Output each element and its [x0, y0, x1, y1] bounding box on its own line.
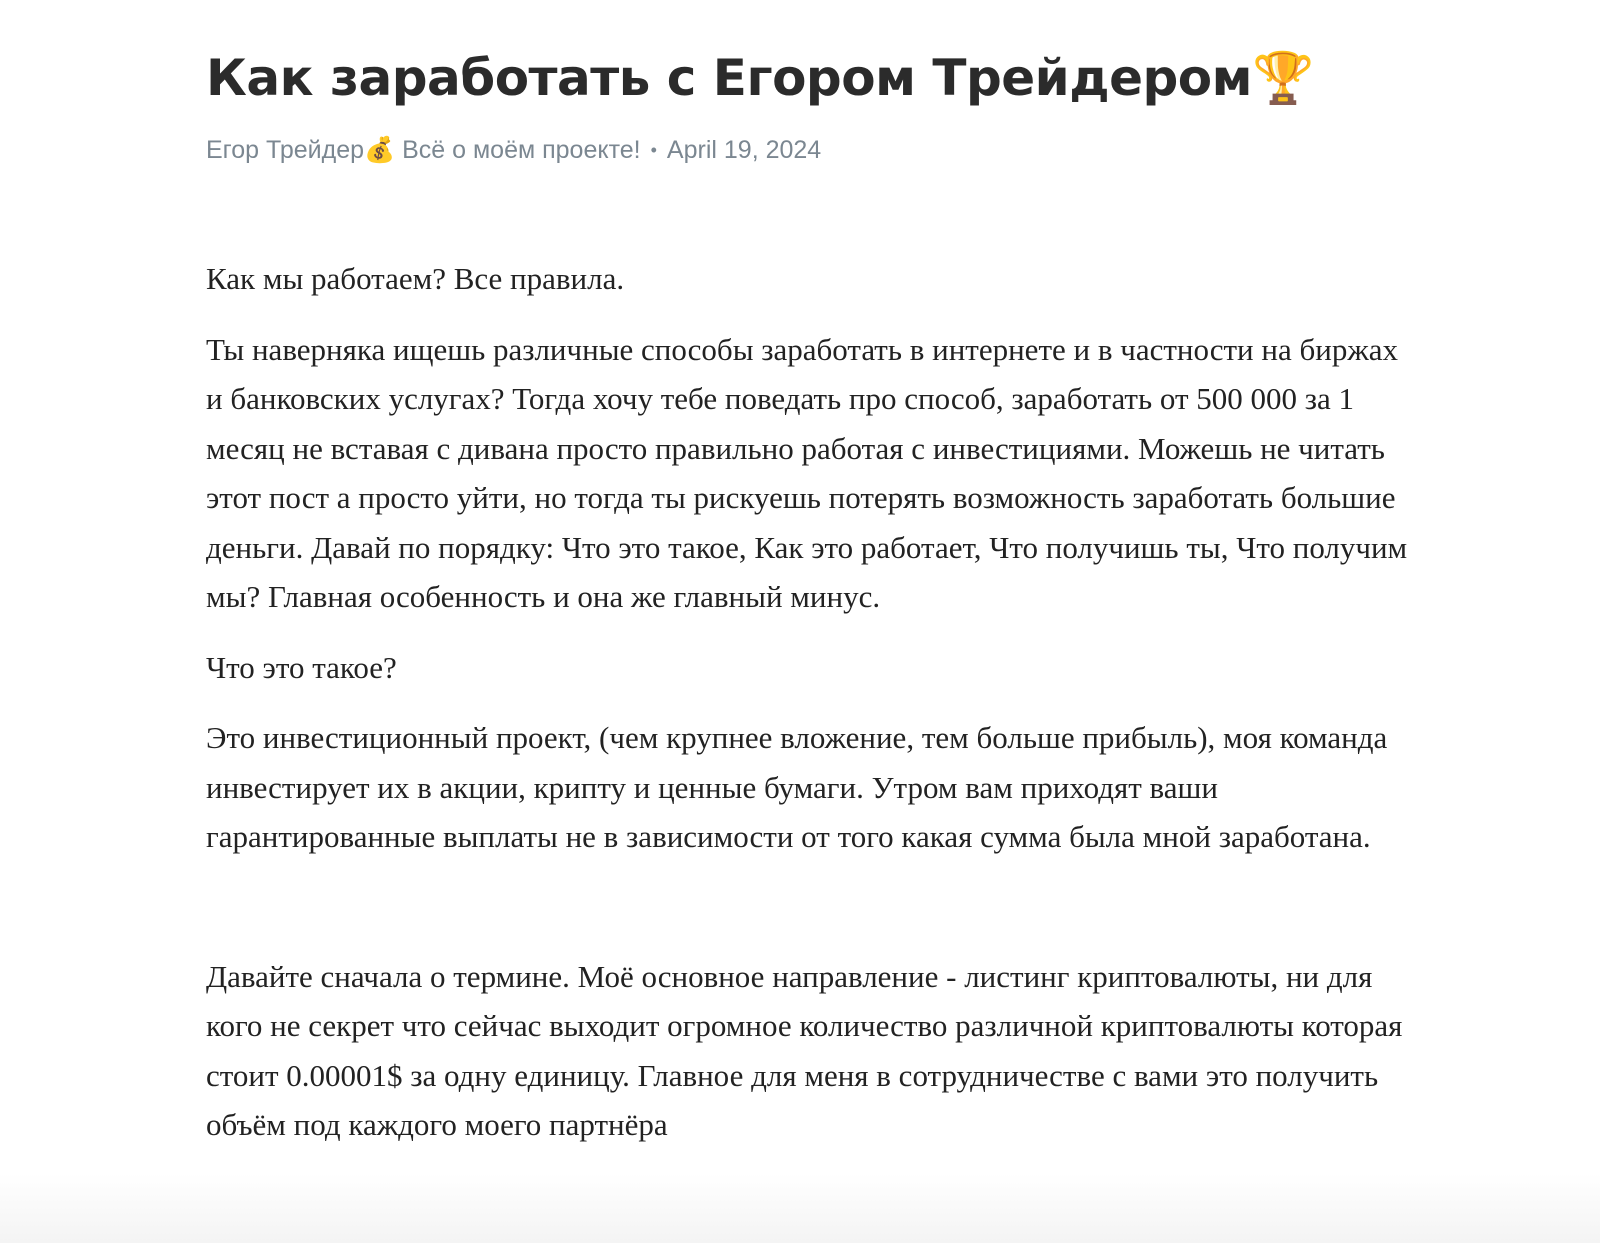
paragraph: Что это такое?	[206, 649, 397, 685]
paragraph: Давайте сначала о термине. Моё основное направление - листинг криптовалюты, ни для кого не секрет что сейчас выходит огромное количество различной криптовалюты которая стоит 0.00001$ за одну единицу. Главное для меня в сотрудничестве с вами это получить объём под каждого моего партнёра	[206, 958, 1403, 1142]
meta-separator: •	[650, 140, 657, 160]
author-name[interactable]: Егор Трейдер💰 Всё о моём проекте!	[206, 136, 641, 164]
article	[206, 0, 1416, 1171]
article-meta	[206, 134, 1416, 166]
publish-date: April 19, 2024	[666, 136, 822, 164]
paragraph: Ты наверняка ищешь различные способы заработать в интернете и в частности на биржах и банковских услугах? Тогда хочу тебе поведать про способ, заработать от 500 000 за 1 месяц не вставая с дивана просто правильно работая с инвестициями. Можешь не читать этот пост а просто уйти, но тогда ты рискуешь потерять возможность заработать большие деньги. Давай по порядку: Что это такое, Как это работает, Что получишь ты, Что получим мы? Главная особенность и она же главный минус.	[206, 331, 1408, 614]
paragraph: Это инвестиционный проект, (чем крупнее вложение, тем больше прибыль), моя команда инвестирует их в акции, крипту и ценные бумаги. Утром вам приходят ваши гарантированные выплаты не в зависимости от того какая сумма была мной заработана.	[206, 720, 1388, 854]
article-title: Как заработать с Егором Трейдером🏆	[206, 49, 1314, 107]
bottom-fade	[0, 1173, 1600, 1243]
paragraph: Как мы работаем? Все правила.	[206, 261, 625, 296]
article-body	[206, 254, 1416, 1150]
